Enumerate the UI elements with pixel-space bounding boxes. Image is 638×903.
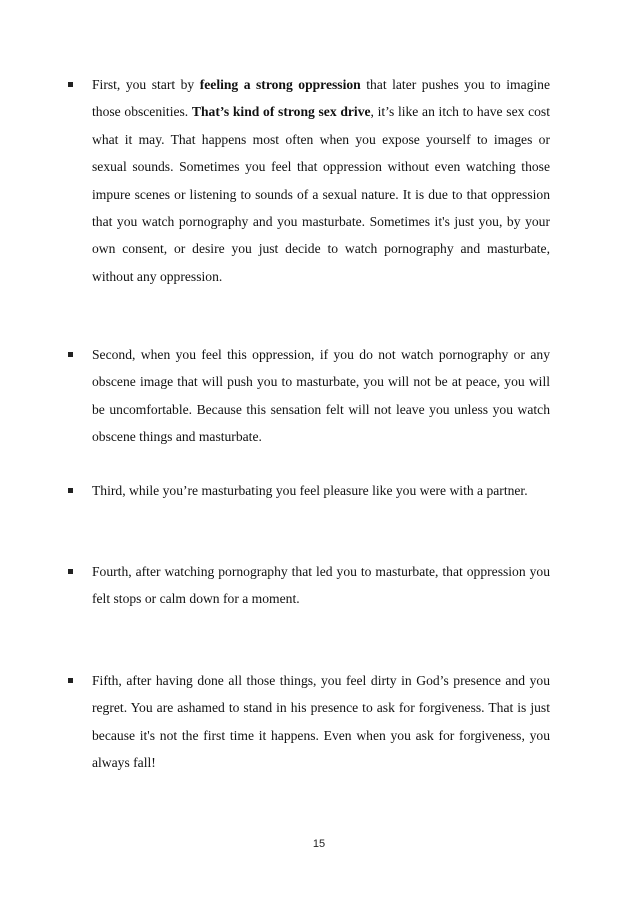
bullet-paragraph: Fifth, after having done all those things, you feel dirty in God’s presence and you regret. You are ashamed to stand in his presence to ask for forgiveness. That is just because it's not the first time it happens. Even when you ask for forgiveness, you always fall! (92, 673, 550, 771)
bullet-item-fourth (68, 558, 550, 613)
page-number: 15 (312, 838, 326, 850)
bullet-item-fifth (68, 667, 550, 777)
bullet-paragraph (92, 71, 550, 290)
bullet-paragraph: Third, while you’re masturbating you feel pleasure like you were with a partner. (92, 483, 528, 498)
text-run: First, you start by (92, 77, 200, 92)
bullet-square-icon (68, 488, 73, 493)
bullet-item-third (68, 477, 550, 504)
bullet-item-first (68, 71, 550, 290)
bullet-paragraph: Second, when you feel this oppression, if you do not watch pornography or any obscene image that will push you to masturbate, you will not be at peace, you will be uncomfortable. Because this sensation felt will not leave you unless you watch obscene things and masturbate. (92, 347, 550, 445)
text-run: that later pushes you to imagine those obscenities. (92, 77, 551, 120)
bold-phrase: That’s kind of strong sex drive (191, 104, 371, 120)
bullet-item-second (68, 341, 550, 451)
bold-phrase: feeling a strong oppression (199, 77, 361, 92)
bullet-square-icon (68, 352, 73, 357)
bullet-square-icon (68, 678, 73, 683)
bullet-paragraph: Fourth, after watching pornography that led you to masturbate, that oppression you felt stops or calm down for a moment. (92, 564, 550, 607)
text-run: , it’s like an itch to have sex cost what it may. That happens most often when you expose yourself to images or sexual sounds. Sometimes you feel that oppression without even watching those impure scenes or listening to sounds of a sexual nature. It is due to that oppression that you watch pornography and you masturbate. Sometimes it's just you, by your own consent, or desire you just decide to watch pornography and masturbate, without any oppression. (92, 104, 550, 284)
bullet-square-icon (68, 569, 73, 574)
bullet-square-icon (68, 82, 73, 87)
